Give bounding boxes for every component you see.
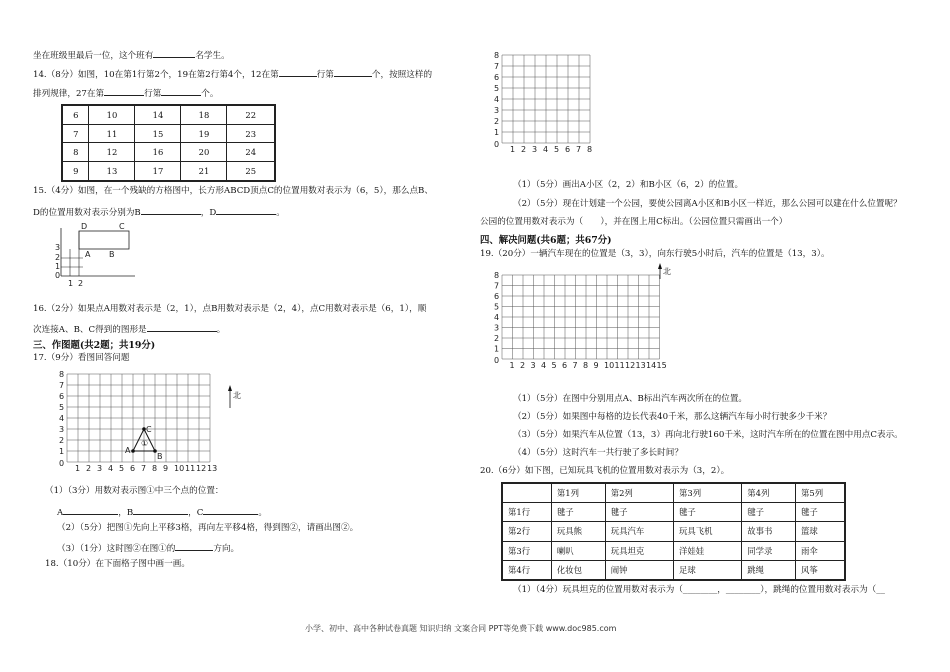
q17-x-tick: 10 <box>174 464 185 473</box>
q14-cell: 10 <box>89 105 135 124</box>
q18-y-tick: 1 <box>494 128 500 137</box>
q19-3-text: （3）（5分）如果汽车从位置（13，3）再向北行驶160千米，这时汽车所在的位置在图中用点C表示。 <box>513 430 903 440</box>
north-arrow-head-icon <box>228 385 232 391</box>
q19-grid-figure <box>490 265 670 377</box>
q20-cell: 风筝 <box>796 560 845 580</box>
q17-3-text: （3）（1分）这时图②在图①的 方向。 <box>57 541 239 555</box>
q14-cell: 6 <box>62 105 89 124</box>
q14-row <box>62 105 275 124</box>
q19-1-text: （1）（5分）在图中分别用点A、B标出汽车两次所在的位置。 <box>513 394 748 404</box>
q17-y-tick: 2 <box>59 436 65 445</box>
q17-x-tick: 4 <box>108 464 114 473</box>
q17-x-tick: 13 <box>207 464 218 473</box>
q20-cell: 雨伞 <box>796 541 845 560</box>
q17-text: 17.（9分）看图回答问题 <box>33 353 130 363</box>
q17-north-label: 北 <box>233 391 241 400</box>
q20-toy-table <box>501 482 846 581</box>
q20-cell: 第1列 <box>551 483 605 503</box>
q20-cell: 第5列 <box>796 483 845 503</box>
q19-y-tick: 6 <box>494 292 500 301</box>
q18-2-text2: 公园的位置用数对表示为（ ），并在图上用C标出。（公园位置只需画出一个） <box>480 217 788 227</box>
q20-cell: 玩具熊 <box>551 522 605 541</box>
q19-4-text: （4）（5分）这时汽车一共行驶了多长时间？ <box>513 448 683 458</box>
q18-y-tick: 2 <box>494 117 500 126</box>
q14-cell: 21 <box>181 162 227 181</box>
q20-cell: 第3行 <box>502 541 551 560</box>
q17-y-tick: 6 <box>59 392 65 401</box>
q14-text: 14.（8分）如图，10在第1行第2个，19在第2行第4个，12在第 行第 个，按照这样的 <box>33 67 432 81</box>
q17-x-tick: 3 <box>97 464 103 473</box>
q18-x-tick: 6 <box>565 145 571 154</box>
q14-row <box>62 162 275 181</box>
q14-cell: 24 <box>227 143 275 162</box>
q17-label-c: C <box>146 425 152 434</box>
q20-cell: 毽子 <box>673 503 741 522</box>
q18-x-tick: 8 <box>587 145 593 154</box>
q14-cell: 16 <box>135 143 181 162</box>
q20-cell: 第4行 <box>502 560 551 580</box>
q17-x-tick: 1 <box>75 464 81 473</box>
q18-x-tick: 2 <box>521 145 527 154</box>
q17-y-tick: 1 <box>59 447 65 456</box>
q17-grid-figure <box>55 370 255 480</box>
q18-x-tick: 3 <box>532 145 538 154</box>
q20-cell: 足球 <box>673 560 741 580</box>
q18-x-tick: 5 <box>554 145 560 154</box>
q14-cell: 23 <box>227 124 275 143</box>
q19-origin: 0 <box>494 356 500 365</box>
q17-y-tick: 5 <box>59 403 65 412</box>
q20-cell: 第4列 <box>742 483 796 503</box>
q20-row <box>502 503 845 522</box>
q20-cell: 毽子 <box>742 503 796 522</box>
q19-x-tick: 12 <box>625 361 636 370</box>
q18-x-tick: 7 <box>576 145 582 154</box>
q17-x-tick: 2 <box>86 464 92 473</box>
q17-1-text: （1）（3分）用数对表示图①中三个点的位置： <box>45 486 224 496</box>
q19-y-tick: 2 <box>494 334 500 343</box>
q18-y-tick: 4 <box>494 95 500 104</box>
q17-1-blanks: A ，B ，C 。 <box>57 505 267 519</box>
q20-row <box>502 522 845 541</box>
q14-cell: 12 <box>89 143 135 162</box>
q20-cell: 同学录 <box>742 541 796 560</box>
q19-north-arrow-head-icon <box>658 263 662 269</box>
q18-1-text: （1）（5分）画出A小区（2，2）和B小区（6，2）的位置。 <box>513 180 744 190</box>
q14-cell: 17 <box>135 162 181 181</box>
q17-x-tick: 9 <box>163 464 169 473</box>
q18-y-tick: 7 <box>494 62 500 71</box>
q19-y-tick: 3 <box>494 323 500 333</box>
svg-text:1: 1 <box>68 279 74 288</box>
q19-x-tick: 5 <box>551 361 557 370</box>
q19-2-text: （2）（5分）如果图中每格的边长代表40千米，那么这辆汽车每小时行驶多少千米？ <box>513 412 832 422</box>
q18-text: 18.（10分）在下面格子图中画一画。 <box>45 559 190 569</box>
q17-label-a: A <box>125 446 131 455</box>
q18-y-tick: 5 <box>494 84 500 93</box>
q20-cell: 第3列 <box>673 483 741 503</box>
q17-y-tick: 8 <box>59 370 65 379</box>
q18-y-tick: 8 <box>494 51 500 60</box>
q19-y-tick: 7 <box>494 281 500 291</box>
q14-row <box>62 143 275 162</box>
page-footer: 小学、初中、高中各种试卷真题 知识归纳 文案合同 PPT等免费下载 www.doc985.com <box>305 624 617 633</box>
q19-x-tick: 11 <box>614 361 625 370</box>
q19-x-tick: 1 <box>509 361 515 370</box>
q20-cell: 喇叭 <box>551 541 605 560</box>
q19-x-tick: 9 <box>593 361 599 370</box>
svg-text:1: 1 <box>55 262 61 271</box>
q14-cell: 25 <box>227 162 275 181</box>
q19-y-tick: 5 <box>494 302 500 312</box>
q20-cell: 洋娃娃 <box>673 541 741 560</box>
q20-cell: 跳绳 <box>742 560 796 580</box>
q14-row <box>62 124 275 143</box>
q19-x-tick: 10 <box>604 361 615 370</box>
q14-cell: 18 <box>181 105 227 124</box>
q20-cell: 化妆包 <box>551 560 605 580</box>
q14-cell: 8 <box>62 143 89 162</box>
q20-row <box>502 483 845 503</box>
q15-text2: D的位置用数对表示分别为B ，D 。 <box>33 205 285 219</box>
q17-x-tick: 7 <box>141 464 147 473</box>
section-4-heading: 四、解决问题(共6题；共67分) <box>480 235 612 246</box>
q17-origin: 0 <box>59 459 65 468</box>
q14-cell: 22 <box>227 105 275 124</box>
section-3-heading: 三、作图题(共2题；共19分) <box>33 340 156 351</box>
q15-label-d: D <box>81 222 88 231</box>
q17-figure-label: ① <box>141 439 149 448</box>
q14-number-table <box>61 104 276 182</box>
q20-cell: 毽子 <box>551 503 605 522</box>
q18-x-tick: 1 <box>510 145 516 154</box>
q18-x-tick: 4 <box>543 145 549 154</box>
q19-x-tick: 3 <box>530 361 536 370</box>
q14-cell: 19 <box>181 124 227 143</box>
q20-1-text: （1）（4分）玩具坦克的位置用数对表示为（________，________），跳绳的位置用数对表示为（__ <box>513 585 885 595</box>
q20-text: 20.（6分）如下图，已知玩具飞机的位置用数对表示为（3，2）。 <box>480 466 730 476</box>
q20-cell: 毽子 <box>796 503 845 522</box>
q19-x-tick: 2 <box>520 361 526 370</box>
q19-x-tick: 6 <box>562 361 568 370</box>
q17-x-tick: 8 <box>152 464 158 473</box>
q17-x-tick: 5 <box>119 464 125 473</box>
q20-row <box>502 541 845 560</box>
q14-cell: 13 <box>89 162 135 181</box>
q18-y-tick: 3 <box>494 106 500 115</box>
q15-label-a: A <box>85 250 91 259</box>
q15-figure <box>55 220 145 288</box>
q14-cell: 15 <box>135 124 181 143</box>
q14-cell: 14 <box>135 105 181 124</box>
q19-x-tick: 7 <box>572 361 578 370</box>
line-class-size: 坐在班级里最后一位，这个班有 名学生。 <box>33 48 230 62</box>
q18-y-tick: 6 <box>494 73 500 82</box>
q16-text: 16.（2分）如果点A用数对表示是（2，1），点B用数对表示是（2，4），点C用数对表示是（6，1），顺 <box>33 304 427 314</box>
q20-row <box>502 560 845 580</box>
q14-cell: 20 <box>181 143 227 162</box>
q20-cell: 闹钟 <box>605 560 673 580</box>
q19-north-label: 北 <box>663 267 671 276</box>
q17-x-tick: 12 <box>196 464 207 473</box>
q19-x-tick: 8 <box>583 361 589 370</box>
q17-x-tick: 6 <box>130 464 136 473</box>
q19-y-tick: 1 <box>494 344 500 354</box>
q14-cell: 11 <box>89 124 135 143</box>
q18-2-text: （2）（5分）现在计划建一个公园，要使公园离A小区和B小区一样近，那么公园可以建在什么位置呢？ <box>513 199 902 209</box>
q16-text2: 次连接A、B、C得到的图形是 。 <box>33 322 225 336</box>
q20-cell: 毽子 <box>605 503 673 522</box>
q15-label-b: B <box>109 250 115 259</box>
q17-y-tick: 4 <box>59 414 65 423</box>
q19-x-tick: 15 <box>656 361 667 370</box>
q15-label-c: C <box>119 222 125 231</box>
q19-x-tick: 14 <box>646 361 657 370</box>
svg-text:3: 3 <box>55 243 61 252</box>
q14-cell: 9 <box>62 162 89 181</box>
q17-label-b: B <box>157 452 163 461</box>
svg-text:0: 0 <box>55 271 61 280</box>
q20-cell: 故事书 <box>742 522 796 541</box>
q19-y-tick: 4 <box>494 313 500 322</box>
q20-cell: 第2行 <box>502 522 551 541</box>
q20-cell <box>502 483 551 503</box>
q17-point <box>131 449 135 453</box>
q19-text: 19.（20分）一辆汽车现在的位置是（3，3），向东行驶5小时后，汽车的位置是（13，3）。 <box>480 249 830 259</box>
q19-y-tick: 8 <box>494 271 500 280</box>
q18-origin: 0 <box>494 140 500 149</box>
q19-x-tick: 13 <box>635 361 646 370</box>
q14-text2: 排列规律，27在第 行第 个。 <box>33 86 219 100</box>
q20-cell: 篮球 <box>796 522 845 541</box>
q19-x-tick: 4 <box>541 361 547 370</box>
q20-cell: 玩具飞机 <box>673 522 741 541</box>
q20-cell: 玩具汽车 <box>605 522 673 541</box>
q17-y-tick: 3 <box>59 425 65 434</box>
q18-grid-figure <box>490 50 620 165</box>
q15-text: 15.（4分）如图，在一个残缺的方格图中，长方形ABCD顶点C的位置用数对表示为（6，5），那么点B、 <box>33 186 433 196</box>
svg-text:2: 2 <box>78 279 84 288</box>
q17-y-tick: 7 <box>59 381 65 390</box>
q20-cell: 第2列 <box>605 483 673 503</box>
q20-cell: 第1行 <box>502 503 551 522</box>
q17-2-text: （2）（5分）把图①先向上平移3格，再向左平移4格，得到图②，请画出图②。 <box>57 523 359 533</box>
q17-x-tick: 11 <box>185 464 196 473</box>
q20-cell: 玩具坦克 <box>605 541 673 560</box>
q14-cell: 7 <box>62 124 89 143</box>
svg-text:2: 2 <box>55 253 61 262</box>
